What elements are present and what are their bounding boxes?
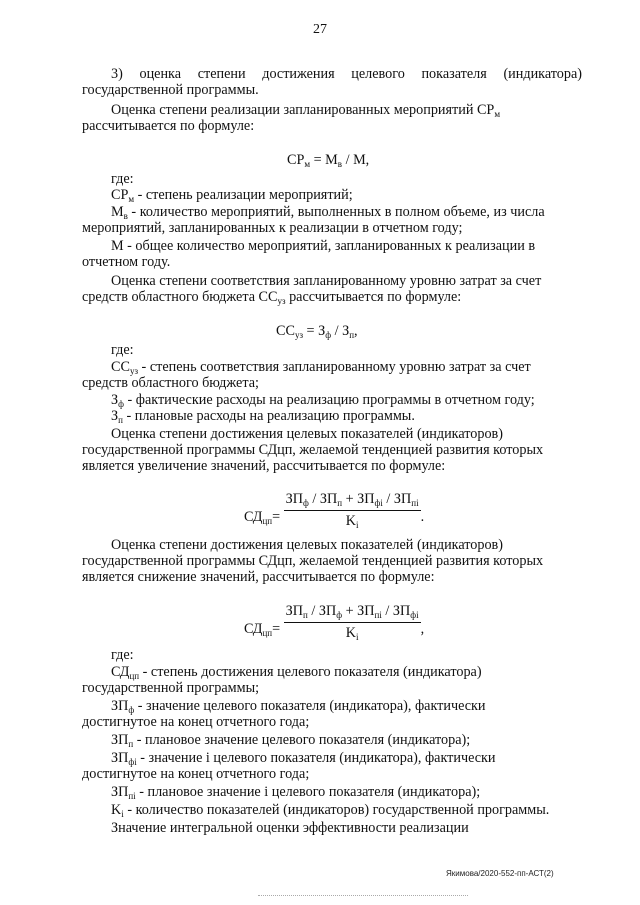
text-line: достигнутое на конец отчетного года; [82, 766, 310, 782]
line-text: М [111, 204, 124, 220]
text-line [111, 408, 415, 425]
subscript: пi [128, 791, 136, 801]
line-text: - плановые расходы на реализацию программы. [122, 408, 415, 424]
text-line [111, 102, 500, 119]
document-footer: Якимова/2020-552-пп-АСТ(2) [446, 869, 554, 878]
line-text: ЗП [111, 750, 129, 766]
text-line: Оценка степени достижения целевых показателей (индикаторов) [111, 537, 503, 553]
formula-part: СС [276, 323, 295, 339]
line-text: З [111, 392, 119, 408]
text-line [111, 784, 480, 801]
formula-cr [287, 152, 369, 169]
line-text: - степень реализации мероприятий; [134, 187, 353, 203]
text-line [111, 66, 582, 82]
text-line: государственной программы; [82, 680, 260, 696]
text-line [111, 392, 535, 409]
text-line: где: [111, 342, 134, 358]
text-line [111, 698, 486, 715]
subscript: пi [374, 610, 382, 620]
text-line: где: [111, 171, 134, 187]
formula-part: + ЗП [342, 603, 375, 619]
subscript: i [355, 632, 359, 642]
line-text: - количество показателей (индикаторов) государственной программы. [123, 802, 550, 818]
line-text: - фактические расходы на реализацию программы в отчетном году; [123, 392, 535, 408]
line-text: З [111, 408, 119, 424]
formula-sd-decrease [244, 602, 424, 643]
formula-part: СР [287, 152, 305, 168]
line-text: - количество мероприятий, выполненных в полном объеме, из числа [127, 204, 545, 220]
formula-part: / ЗП [382, 491, 412, 507]
subscript: ф [325, 330, 332, 340]
word: достижения [262, 66, 335, 82]
formula-part: / ЗП [307, 603, 337, 619]
text-line: средств областного бюджета; [82, 375, 259, 391]
text-line: Оценка степени соответствия запланированному уровню затрат за счет [111, 273, 542, 289]
text-line [111, 359, 531, 376]
subscript: i [355, 520, 359, 530]
text-line [111, 187, 353, 204]
formula-part: / ЗП [308, 491, 338, 507]
text-line: государственной программы СДцп, желаемой тенденцией развития которых [82, 553, 544, 569]
line-text: рассчитывается по формуле: [285, 289, 462, 305]
subscript: уз [129, 366, 138, 376]
subscript: пi [411, 498, 419, 508]
line-text: СР [111, 187, 129, 203]
subscript: уз [294, 330, 303, 340]
text-line: мероприятий, запланированных к реализации в отчетном году; [82, 220, 463, 236]
line-text: - плановое значение i целевого показателя (индикатора); [135, 784, 481, 800]
fraction-denominator [284, 511, 421, 531]
line-text: K [111, 802, 122, 818]
line-text: - значение i целевого показателя (индикатора), фактически [136, 750, 496, 766]
word: степени [197, 66, 246, 82]
text-line: государственной программы. [82, 82, 259, 98]
formula-part: K [345, 513, 356, 529]
subscript: п [303, 610, 308, 620]
subscript: цп [129, 671, 140, 681]
subscript: м [128, 194, 135, 204]
line-text: СД [111, 664, 130, 680]
subscript: ф [303, 498, 309, 508]
line-text: СС [111, 359, 130, 375]
formula-fraction [284, 490, 421, 531]
word: 3) [111, 66, 123, 82]
fraction-numerator [284, 602, 421, 623]
text-line [82, 289, 461, 306]
text-line: Значение интегральной оценки эффективности реализации [111, 820, 469, 836]
line-text: - степень достижения целевого показателя (индикатора) [139, 664, 482, 680]
text-line: Оценка степени достижения целевых показателей (индикаторов) [111, 426, 503, 442]
line-text: - степень соответствия запланированному уровню затрат за счет [138, 359, 531, 375]
line-text: Оценка степени реализации запланированных мероприятий СР [111, 102, 495, 118]
formula-sd-increase [244, 490, 424, 531]
page-number: 27 [313, 22, 327, 37]
line-text: ЗП [111, 784, 129, 800]
text-line [111, 664, 482, 681]
formula-part: + ЗП [342, 491, 375, 507]
subscript: фi [410, 610, 419, 620]
formula-part: , [354, 323, 358, 339]
formula-ss [276, 323, 358, 340]
formula-part: = З [303, 323, 326, 339]
subscript: фi [374, 498, 383, 508]
line-text: ЗП [111, 732, 129, 748]
formula-part: . [420, 508, 425, 525]
formula-part: СД [244, 620, 263, 637]
word: целевого [351, 66, 405, 82]
line-text: средств областного бюджета СС [82, 289, 278, 305]
subscript: п [349, 330, 355, 340]
formula-part: = М [310, 152, 338, 168]
subscript: в [337, 159, 343, 169]
text-line [111, 732, 470, 749]
formula-part: СД [244, 508, 263, 525]
subscript: ф [118, 399, 124, 409]
word: оценка [139, 66, 182, 82]
text-line: достигнутое на конец отчетного года; [82, 714, 310, 730]
subscript: уз [277, 296, 286, 306]
text-line [111, 750, 496, 767]
text-line: отчетном году. [82, 254, 171, 270]
formula-part: / З [331, 323, 350, 339]
subscript: ф [336, 610, 343, 620]
formula-lhs: $СД_{цп}=$ [244, 620, 281, 638]
formula-part: / М, [342, 152, 370, 168]
formula-lhs: $СД_{цп}=$ [244, 508, 281, 526]
subscript: цп [262, 627, 273, 638]
subscript: м [494, 109, 501, 119]
subscript: п [128, 739, 134, 749]
fraction-numerator [284, 490, 421, 511]
line-text: - значение целевого показателя (индикатора), фактически [134, 698, 486, 714]
subscript: ф [128, 705, 135, 715]
formula-part: ЗП [285, 491, 303, 507]
text-line: где: [111, 647, 134, 663]
text-line: является снижение значений, рассчитывается по формуле: [82, 569, 435, 585]
text-line [111, 802, 549, 819]
page-edge-artifact [258, 895, 468, 896]
line-text: ЗП [111, 698, 129, 714]
text-line: является увеличение значений, рассчитывается по формуле: [82, 458, 446, 474]
formula-part: , [420, 620, 425, 637]
formula-part: / ЗП [381, 603, 411, 619]
word: показателя [421, 66, 487, 82]
subscript: п [118, 415, 123, 425]
subscript: фi [128, 757, 137, 767]
text-line [111, 204, 545, 221]
subscript: цп [262, 515, 273, 526]
formula-part: K [345, 625, 356, 641]
formula-fraction [284, 602, 421, 643]
subscript: п [337, 498, 343, 508]
text-line: рассчитывается по формуле: [82, 118, 255, 134]
formula-part: ЗП [285, 603, 303, 619]
line-text: - плановое значение целевого показателя (индикатора); [133, 732, 471, 748]
fraction-denominator [284, 623, 421, 643]
text-line: государственной программы СДцп, желаемой тенденцией развития которых [82, 442, 544, 458]
subscript: в [123, 211, 128, 221]
subscript: м [304, 159, 311, 169]
word: (индикатора) [503, 66, 582, 82]
subscript: i [121, 809, 124, 819]
text-line: М - общее количество мероприятий, запланированных к реализации в [111, 238, 536, 254]
